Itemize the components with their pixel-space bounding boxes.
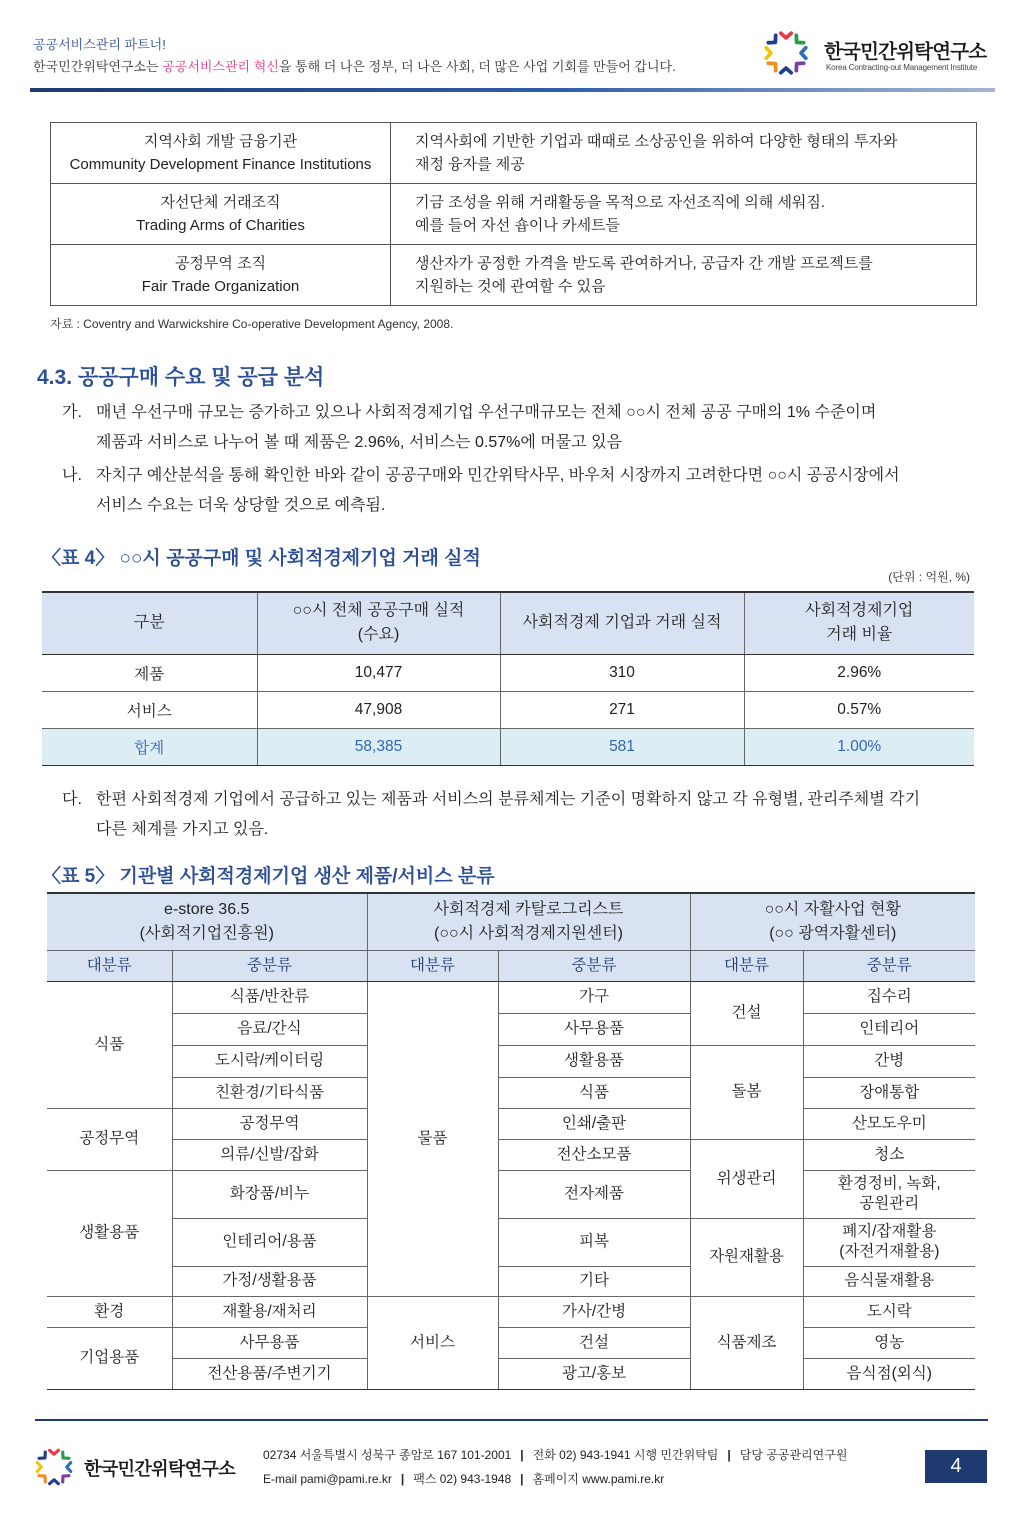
catalog-minor-cell: 기타	[498, 1266, 690, 1296]
ratio-value: 0.57%	[744, 691, 974, 728]
footer-homepage: 홈페이지 www.pami.re.kr	[532, 1472, 665, 1486]
group-header-row	[47, 893, 975, 950]
org-name-english: Community Development Finance Institutions	[69, 156, 372, 173]
footer-divider	[35, 1419, 988, 1421]
logo-mark-segment	[801, 48, 806, 58]
table-4-purchase-results	[42, 591, 974, 766]
social-trade-value: 271	[500, 691, 744, 728]
table-row	[47, 1139, 975, 1170]
estore-major-cell: 식품	[47, 981, 172, 1108]
header-cell-category	[42, 592, 257, 654]
org-name-korean: 공정무역 조직	[174, 255, 267, 272]
logo-mark-segment	[50, 1450, 59, 1454]
catalog-major-cell: 서비스	[367, 1296, 498, 1389]
logo-mark-segment	[67, 1463, 71, 1472]
logo-mark-segment	[60, 1452, 69, 1461]
org-description-line: 예를 들어 자선 숍이나 카세트들	[415, 217, 621, 234]
group-name: 사회적경제 카탈로그리스트	[433, 900, 624, 918]
org-name-cell	[51, 184, 391, 245]
estore-minor-cell: 인테리어/용품	[172, 1218, 367, 1266]
table-row	[51, 245, 977, 306]
estore-minor-cell: 음료/간식	[172, 1013, 367, 1045]
header-line: ○○시 전체 공공구매 실적	[292, 602, 465, 620]
catalog-minor-cell: 전산소모품	[498, 1139, 690, 1170]
major-header: 대분류	[367, 950, 498, 981]
table-body	[42, 654, 974, 765]
paragraph-text	[96, 785, 982, 845]
table-body	[51, 123, 977, 306]
table-header	[42, 592, 974, 654]
header-line: (수요)	[357, 626, 400, 644]
major-header: 대분류	[690, 950, 803, 981]
footer-separator: |	[727, 1448, 731, 1462]
logo-mark-segment	[793, 35, 804, 46]
table-row	[47, 1108, 975, 1139]
org-description-cell	[391, 184, 977, 245]
table-row	[47, 1218, 975, 1266]
cell-line: 환경정비, 녹화,	[837, 1175, 941, 1192]
table-5-classification	[47, 892, 975, 1390]
estore-major-cell: 공정무역	[47, 1108, 172, 1170]
self-support-minor-cell: 음식점(외식)	[803, 1358, 975, 1389]
table-row	[47, 1170, 975, 1218]
self-support-minor-cell: 도시락	[803, 1296, 975, 1327]
org-name-korean: 자선단체 거래조직	[160, 194, 281, 211]
self-support-minor-cell: 장애통합	[803, 1077, 975, 1108]
header-line: 구분	[133, 614, 165, 632]
table-row	[47, 1266, 975, 1296]
org-description-line: 생산자가 공정한 가격을 받도록 관여하거나, 공급자 간 개발 프로젝트를	[415, 255, 873, 272]
estore-minor-cell: 사무용품	[172, 1327, 367, 1358]
self-support-minor-cell: 집수리	[803, 981, 975, 1013]
group-name: ○○시 자활사업 현황	[764, 900, 901, 918]
group-org: (○○ 광역자활센터)	[769, 924, 897, 942]
paragraph-line: 다른 체계를 가지고 있음.	[96, 821, 269, 838]
header-line: 사회적경제 기업과 거래 실적	[522, 614, 722, 632]
org-description-cell	[391, 245, 977, 306]
page-number: 4	[925, 1450, 987, 1483]
header-line: 사회적경제기업	[805, 602, 914, 620]
estore-minor-cell: 친환경/기타식품	[172, 1077, 367, 1108]
paragraph-marker: 다.	[62, 791, 82, 808]
group-name: e-store 36.5	[164, 900, 250, 918]
logo-mark-segment	[781, 68, 791, 73]
intro-text-before: 한국민간위탁연구소는	[33, 59, 163, 74]
table-row	[47, 1358, 975, 1389]
group-header-self-support	[690, 893, 975, 950]
paragraph-item	[62, 461, 982, 521]
self-support-minor-cell	[803, 1218, 975, 1266]
table-body	[47, 981, 975, 1389]
ratio-value: 1.00%	[744, 728, 974, 765]
table-row	[47, 1045, 975, 1077]
section-heading: 4.3. 공공구매 수요 및 공급 분석	[37, 366, 325, 389]
catalog-minor-cell: 피복	[498, 1218, 690, 1266]
org-description-line: 기금 조성을 위해 거래활동을 목적으로 자선조직에 의해 세워짐.	[415, 194, 826, 211]
logo-mark-segment	[50, 1480, 59, 1484]
paragraph-line: 제품과 서비스로 나누어 볼 때 제품은 2.96%, 서비스는 0.57%에 머물고 있음	[96, 434, 623, 451]
group-org: (○○시 사회적경제지원센터)	[434, 924, 623, 942]
minor-header: 중분류	[803, 950, 975, 981]
total-purchase-value: 58,385	[257, 728, 500, 765]
footer-phone: 전화 02) 943-1941 시행 민간위탁팀	[532, 1448, 719, 1462]
paragraph-line: 서비스 수요는 더욱 상당할 것으로 예측됨.	[96, 497, 386, 514]
table-source-note: 자료 : Coventry and Warwickshire Co-operative Development Agency, 2008.	[50, 317, 454, 331]
table-5-title: 〈표 5〉 기관별 사회적경제기업 생산 제품/서비스 분류	[42, 866, 495, 887]
footer-separator: |	[520, 1472, 524, 1486]
paragraph-item	[62, 398, 982, 458]
row-label: 합계	[42, 728, 257, 765]
catalog-minor-cell: 전자제품	[498, 1170, 690, 1218]
footer-fax: 팩스 02) 943-1948	[413, 1472, 512, 1486]
row-label: 서비스	[42, 691, 257, 728]
estore-minor-cell: 가정/생활용품	[172, 1266, 367, 1296]
self-support-minor-cell: 음식물재활용	[803, 1266, 975, 1296]
footer-logo-mark-icon	[32, 1445, 76, 1489]
self-support-minor-cell: 영농	[803, 1327, 975, 1358]
estore-minor-cell: 식품/반찬류	[172, 981, 367, 1013]
paragraph-line: 매년 우선구매 규모는 증가하고 있으나 사회적경제기업 우선구매규모는 전체 ○○시 전체 공공 구매의 1% 수준이며	[96, 404, 877, 421]
logo-mark-segment	[768, 35, 779, 46]
footer-address: 02734 서울특별시 성북구 종암로 167 101-2001	[263, 1448, 512, 1462]
paragraph-line: 한편 사회적경제 기업에서 공급하고 있는 제품과 서비스의 분류체계는 기준이 명확하지 않고 각 유형별, 관리주체별 각기	[96, 791, 921, 808]
group-org: (사회적기업진흥원)	[139, 924, 274, 942]
estore-minor-cell: 전산용품/주변기기	[172, 1358, 367, 1389]
estore-minor-cell: 재활용/재처리	[172, 1296, 367, 1327]
group-header-catalog	[367, 893, 690, 950]
table-row	[51, 184, 977, 245]
minor-header: 중분류	[172, 950, 367, 981]
header-cell-total-purchase	[257, 592, 500, 654]
org-description-cell	[391, 123, 977, 184]
self-support-minor-cell: 산모도우미	[803, 1108, 975, 1139]
self-support-major-cell: 위생관리	[690, 1139, 803, 1218]
logo-mark-segment	[37, 1463, 41, 1472]
estore-minor-cell: 화장품/비누	[172, 1170, 367, 1218]
footer-address-line	[263, 1446, 913, 1463]
table-row	[42, 691, 974, 728]
org-description-line: 재정 융자를 제공	[415, 156, 525, 173]
total-purchase-value: 47,908	[257, 691, 500, 728]
paragraph-line: 자치구 예산분석을 통해 확인한 바와 같이 공공구매와 민간위탁사무, 바우처 시장까지 고려한다면 ○○시 공공시장에서	[96, 467, 900, 484]
table-row	[47, 1327, 975, 1358]
catalog-minor-cell: 가사/간병	[498, 1296, 690, 1327]
intro-highlight: 공공서비스관리 혁신	[162, 59, 279, 74]
catalog-major-cell: 물품	[367, 981, 498, 1296]
estore-major-cell: 환경	[47, 1296, 172, 1327]
cell-line: 공원관리	[859, 1195, 920, 1212]
ratio-value: 2.96%	[744, 654, 974, 691]
estore-major-cell: 기업용품	[47, 1327, 172, 1389]
logo-mark-segment	[768, 60, 779, 71]
org-description-line: 지원하는 것에 관여할 수 있음	[415, 278, 606, 295]
table-header	[47, 893, 975, 981]
header-intro	[33, 56, 733, 75]
cell-line: (자전거재활용)	[839, 1243, 940, 1260]
footer-separator: |	[520, 1448, 524, 1462]
estore-minor-cell: 의류/신발/잡화	[172, 1139, 367, 1170]
estore-major-cell: 생활용품	[47, 1170, 172, 1296]
organization-types-table	[50, 122, 977, 306]
major-header: 대분류	[47, 950, 172, 981]
table-row	[47, 1077, 975, 1108]
self-support-minor-cell: 간병	[803, 1045, 975, 1077]
estore-minor-cell: 공정무역	[172, 1108, 367, 1139]
logo-mark-segment	[60, 1473, 69, 1482]
paragraph-marker: 가.	[62, 404, 82, 421]
self-support-minor-cell: 인테리어	[803, 1013, 975, 1045]
header-row	[42, 592, 974, 654]
header-divider	[30, 88, 995, 92]
cell-line: 폐지/잡재활용	[842, 1223, 937, 1240]
paragraph-item	[62, 785, 982, 845]
table-row	[47, 1013, 975, 1045]
total-row	[42, 728, 974, 765]
org-name-korean: 지역사회 개발 금융기관	[143, 133, 298, 150]
footer-logo-name: 한국민간위탁연구소	[84, 1459, 236, 1479]
table-row	[42, 654, 974, 691]
table-4-unit: (단위 : 억원, %)	[888, 570, 970, 584]
sub-header-row	[47, 950, 975, 981]
org-name-english: Trading Arms of Charities	[136, 217, 305, 234]
logo-mark-segment	[39, 1452, 48, 1461]
social-trade-value: 581	[500, 728, 744, 765]
paragraph-text	[96, 461, 982, 521]
table-row	[47, 1296, 975, 1327]
logo-mark-segment	[39, 1473, 48, 1482]
estore-minor-cell: 도시락/케이터링	[172, 1045, 367, 1077]
catalog-minor-cell: 식품	[498, 1077, 690, 1108]
self-support-major-cell: 식품제조	[690, 1296, 803, 1389]
total-purchase-value: 10,477	[257, 654, 500, 691]
org-name-cell	[51, 245, 391, 306]
self-support-minor-cell: 청소	[803, 1139, 975, 1170]
catalog-minor-cell: 인쇄/출판	[498, 1108, 690, 1139]
table-row	[47, 981, 975, 1013]
self-support-major-cell: 건설	[690, 981, 803, 1045]
header-tagline: 공공서비스관리 파트너!	[33, 37, 166, 52]
catalog-minor-cell: 사무용품	[498, 1013, 690, 1045]
paragraph-text	[96, 398, 982, 458]
row-label: 제품	[42, 654, 257, 691]
self-support-major-cell: 자원재활용	[690, 1218, 803, 1296]
header-cell-social-trade	[500, 592, 744, 654]
footer-email: E-mail pami@pami.re.kr	[263, 1472, 392, 1486]
logo-mark-segment	[781, 33, 791, 38]
logo-name: 한국민간위탁연구소	[824, 41, 987, 63]
catalog-minor-cell: 광고/홍보	[498, 1358, 690, 1389]
org-name-english: Fair Trade Organization	[141, 278, 300, 295]
header-cell-ratio	[744, 592, 974, 654]
self-support-minor-cell	[803, 1170, 975, 1218]
footer-contact-line	[263, 1470, 913, 1487]
logo-english-name: Korea Contracting-out Management Institute	[826, 63, 978, 72]
org-description-line: 지역사회에 기반한 기업과 때때로 소상공인을 위하여 다양한 형태의 투자와	[415, 133, 898, 150]
table-row	[51, 123, 977, 184]
self-support-major-cell: 돌봄	[690, 1045, 803, 1139]
catalog-minor-cell: 가구	[498, 981, 690, 1013]
footer-contact-person: 담당 공공관리연구원	[739, 1448, 848, 1462]
catalog-minor-cell: 건설	[498, 1327, 690, 1358]
org-name-cell	[51, 123, 391, 184]
paragraph-marker: 나.	[62, 467, 82, 484]
logo-mark-segment	[793, 60, 804, 71]
footer-separator: |	[400, 1472, 405, 1486]
minor-header: 중분류	[498, 950, 690, 981]
header-line: 거래 비율	[826, 626, 893, 644]
intro-text-after: 을 통해 더 나은 정부, 더 나은 사회, 더 많은 사업 기회를 만들어 갑니다.	[278, 59, 676, 74]
logo-mark-segment	[766, 48, 771, 58]
table-4-title: 〈표 4〉 ○○시 공공구매 및 사회적경제기업 거래 실적	[42, 548, 481, 569]
catalog-minor-cell: 생활용품	[498, 1045, 690, 1077]
social-trade-value: 310	[500, 654, 744, 691]
logo-mark-icon	[760, 27, 812, 79]
group-header-estore	[47, 893, 367, 950]
